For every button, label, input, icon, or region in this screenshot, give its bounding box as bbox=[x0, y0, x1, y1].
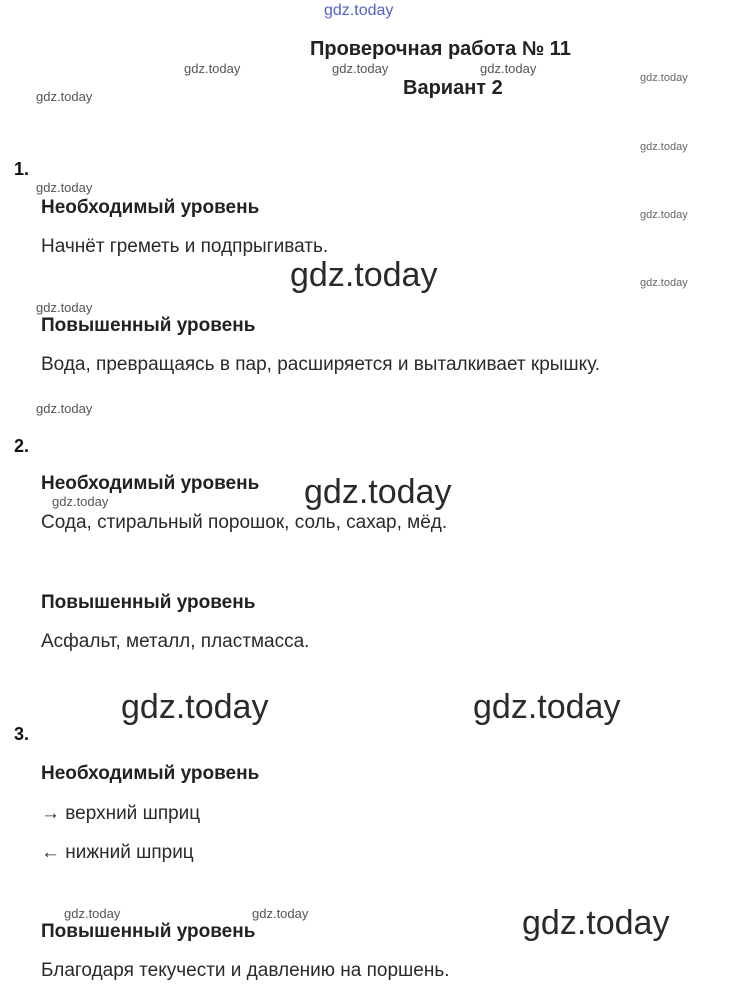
watermark: gdz.today bbox=[640, 209, 688, 221]
watermark-large: gdz.today bbox=[473, 688, 621, 726]
watermark: gdz.today bbox=[640, 141, 688, 153]
watermark-large: gdz.today bbox=[121, 688, 269, 726]
watermark: gdz.today bbox=[52, 494, 109, 509]
level-advanced-label: Повышенный уровень bbox=[41, 315, 256, 336]
watermark: gdz.today bbox=[480, 61, 537, 76]
answer-line: → верхний шприц bbox=[41, 803, 201, 824]
answer-text: Сода, стиральный порошок, соль, сахар, мёд. bbox=[41, 512, 448, 533]
watermark-large: gdz.today bbox=[522, 904, 670, 942]
watermark-large: gdz.today bbox=[304, 473, 452, 511]
answer-text: Начнёт греметь и подпрыгивать. bbox=[41, 236, 329, 257]
level-basic-label: Необходимый уровень bbox=[41, 197, 260, 218]
task-number: 2. bbox=[14, 436, 30, 456]
answer-text: Благодаря текучести и давлению на поршень. bbox=[41, 960, 450, 981]
watermark-top: gdz.today bbox=[324, 2, 394, 19]
watermark: gdz.today bbox=[640, 72, 688, 84]
watermark-large: gdz.today bbox=[290, 256, 438, 294]
variant-title: Вариант 2 bbox=[403, 77, 503, 99]
watermark: gdz.today bbox=[64, 906, 121, 921]
answer-text: Вода, превращаясь в пар, расширяется и выталкивает крышку. bbox=[41, 354, 601, 375]
task-number: 3. bbox=[14, 724, 30, 744]
watermark: gdz.today bbox=[36, 300, 93, 315]
level-advanced-label: Повышенный уровень bbox=[41, 592, 256, 613]
watermark: gdz.today bbox=[184, 61, 241, 76]
watermark: gdz.today bbox=[252, 906, 309, 921]
watermark: gdz.today bbox=[36, 180, 93, 195]
level-basic-label: Необходимый уровень bbox=[41, 763, 260, 784]
answer-text: Асфальт, металл, пластмасса. bbox=[41, 631, 310, 652]
level-advanced-label: Повышенный уровень bbox=[41, 921, 256, 942]
task-number: 1. bbox=[14, 159, 30, 179]
watermark: gdz.today bbox=[36, 89, 93, 104]
level-basic-label: Необходимый уровень bbox=[41, 473, 260, 494]
watermark: gdz.today bbox=[640, 277, 688, 289]
answer-line: ← нижний шприц bbox=[41, 842, 194, 863]
page-title: Проверочная работа № 11 bbox=[310, 38, 571, 60]
watermark: gdz.today bbox=[332, 61, 389, 76]
watermark: gdz.today bbox=[36, 401, 93, 416]
